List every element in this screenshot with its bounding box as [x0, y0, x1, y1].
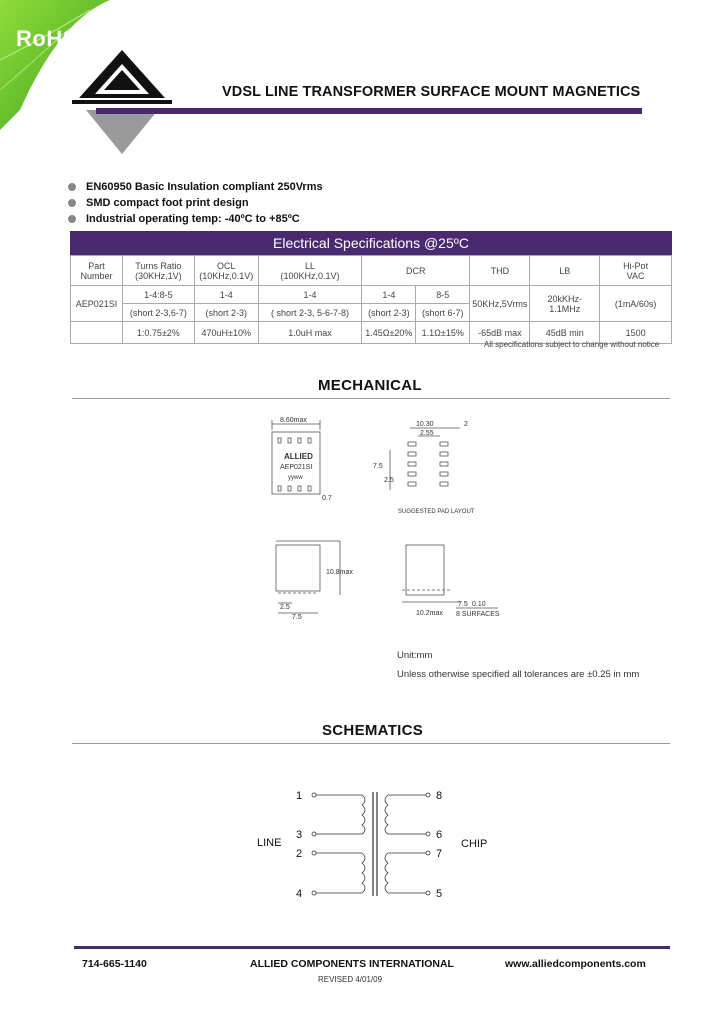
hipot-value: 1500	[600, 322, 672, 344]
ocl-pins: 1-4	[194, 286, 258, 304]
schematics-heading: SCHEMATICS	[322, 722, 424, 739]
pkg-brand: ALLIED	[284, 452, 313, 461]
pin-5: 5	[436, 888, 443, 900]
units-label: Unit:mm	[397, 650, 433, 661]
ll-short: ( short 2-3, 5-6-7-8)	[258, 304, 362, 322]
pkg-datecode: yyww	[288, 475, 303, 481]
pad-dim-3: 2	[464, 421, 468, 428]
col-ll: LL (100KHz,0.1V)	[258, 256, 362, 286]
col-turns-ratio: Turns Ratio (30KHz,1V)	[122, 256, 194, 286]
part-number-cell: AEP021SI	[71, 286, 123, 322]
side2-label: 8 SURFACES	[456, 611, 500, 618]
dcr1-pins: 1-4	[362, 286, 416, 304]
thd-condition: 50KHz,5Vrms	[470, 286, 530, 322]
turns-value: 1:0.75±2%	[122, 322, 194, 344]
pad-dim-5: 2.5	[384, 477, 394, 484]
tolerance-note: Unless otherwise specified all tolerances are ±0.25 in mm	[397, 669, 640, 680]
footer-rule	[74, 946, 670, 949]
page-title: VDSL LINE TRANSFORMER SURFACE MOUNT MAGNETICS	[222, 84, 641, 100]
bullet-icon	[68, 183, 76, 191]
mechanical-rule	[72, 398, 670, 399]
spec-heading: Electrical Specifications @25ºC	[70, 231, 672, 255]
ocl-short: (short 2-3)	[194, 304, 258, 322]
mechanical-drawing	[260, 410, 560, 625]
hipot-condition: (1mA/60s)	[600, 286, 672, 322]
feature-item: SMD compact foot print design	[68, 197, 249, 209]
dcr1-short: (short 2-3)	[362, 304, 416, 322]
spec-note: All specifications subject to change without notice	[484, 340, 660, 349]
lb-value: 45dB min	[530, 322, 600, 344]
footer-company: ALLIED COMPONENTS INTERNATIONAL	[250, 958, 454, 970]
lb-condition: 20kKHz-1.1MHz	[530, 286, 600, 322]
col-thd: THD	[470, 256, 530, 286]
side2-dim-1: 10.2max	[416, 610, 443, 617]
schematics-rule	[72, 743, 670, 744]
pin-4: 4	[296, 888, 303, 900]
chip-label: CHIP	[461, 838, 488, 850]
pad-dim-4: 7.5	[373, 463, 383, 470]
pin-7: 7	[436, 848, 443, 860]
transformer-schematic	[250, 780, 500, 910]
ocl-value: 470uH±10%	[194, 322, 258, 344]
col-dcr: DCR	[362, 256, 470, 286]
col-part-number: Part Number	[71, 256, 123, 286]
side-dim-1: 2.5	[280, 604, 290, 611]
dim-07: 0.7	[322, 495, 332, 502]
pad-dim-2: 2.55	[420, 430, 434, 437]
pin-8: 8	[436, 790, 443, 802]
electrical-specs	[70, 231, 672, 344]
bullet-icon	[68, 215, 76, 223]
side2-dim-3: 0.10	[472, 601, 486, 608]
col-hipot: Hi-Pot VAC	[600, 256, 672, 286]
dcr2-pins: 8-5	[416, 286, 470, 304]
dcr2-value: 1.1Ω±15%	[416, 322, 470, 344]
title-stripe	[96, 108, 642, 114]
turns-pins: 1-4:8-5	[122, 286, 194, 304]
dcr2-short: (short 6-7)	[416, 304, 470, 322]
pad-dim-1: 10.30	[416, 421, 434, 428]
thd-value: -65dB max	[470, 322, 530, 344]
mechanical-heading: MECHANICAL	[318, 377, 422, 394]
turns-short: (short 2-3,6-7)	[122, 304, 194, 322]
allied-logo-icon	[72, 48, 172, 160]
dim-width-top: 8.60max	[280, 417, 307, 424]
feature-item: EN60950 Basic Insulation compliant 250Vrms	[68, 181, 323, 193]
spec-empty-cell	[71, 322, 123, 344]
dcr1-value: 1.45Ω±20%	[362, 322, 416, 344]
pin-3: 3	[296, 829, 303, 841]
col-ocl: OCL (10KHz,0.1V)	[194, 256, 258, 286]
pin-2: 2	[296, 848, 303, 860]
rohs-label: RoHS	[16, 26, 78, 51]
pin-6: 6	[436, 829, 443, 841]
footer-phone: 714-665-1140	[82, 958, 147, 970]
side-dim-2: 7.5	[292, 614, 302, 621]
pad-layout-label: SUGGESTED PAD LAYOUT	[398, 509, 475, 515]
line-label: LINE	[257, 837, 282, 849]
side2-dim-2: 7.5	[458, 601, 468, 608]
side-height: 10.8max	[326, 569, 353, 576]
ll-pins: 1-4	[258, 286, 362, 304]
ll-value: 1.0uH max	[258, 322, 362, 344]
footer-revised: REVISED 4/01/09	[318, 975, 383, 984]
pkg-part: AEP021SI	[280, 464, 313, 471]
feature-item: Industrial operating temp: -40ºC to +85ºC	[68, 213, 300, 225]
bullet-icon	[68, 199, 76, 207]
spec-table	[70, 255, 672, 344]
pin-1: 1	[296, 790, 303, 802]
col-lb: LB	[530, 256, 600, 286]
footer-website[interactable]: www.alliedcomponents.com	[505, 958, 646, 970]
